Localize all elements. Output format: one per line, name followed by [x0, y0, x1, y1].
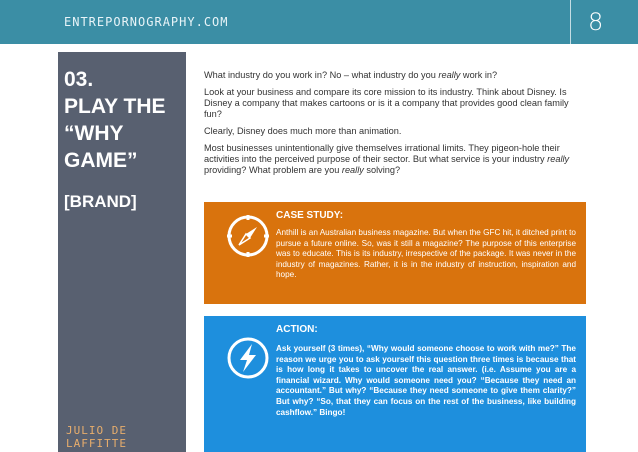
text-span: work in?	[460, 70, 498, 80]
title-line: PLAY THE	[64, 95, 166, 118]
action-text: Ask yourself (3 times), “Why would someone choose to work with me?” The reason we urge you to ask yourself this question three times is because that is how long it takes to uncover the real answer. (i.e. Assume you are a financial wizard. Why would someone need you? “Because they need an accountant.” But why? “Because they need someone to give them clarity?” But why? “So, that they can focus on the rest of the business, like building cashflow.” Bingo!	[276, 344, 576, 417]
text-span: providing? What problem are you	[204, 165, 342, 175]
body-text	[204, 70, 584, 182]
paragraph: Clearly, Disney does much more than animation.	[204, 126, 402, 136]
sidebar-panel	[58, 52, 186, 452]
title-line: “WHY	[64, 122, 124, 145]
author-name: JULIO DE LAFFITTE	[66, 424, 127, 450]
site-url[interactable]: ENTREPORNOGRAPHY.COM	[64, 15, 229, 29]
text-span: What industry do you work in? No – what industry do you	[204, 70, 439, 80]
case-study-text: Anthill is an Australian business magazine. But when the GFC hit, it ditched print to pursue a future online. So, was it still a magazine? The purpose of this enterprise was to educate. This is its industry, irrespective of the package. It was never in the industry of magazines. Rather, it is in the industry of instruction, inspiration and hope.	[276, 228, 576, 280]
action-box	[204, 316, 586, 452]
case-study-heading: CASE STUDY:	[276, 210, 344, 221]
title-line: 03.	[64, 68, 94, 91]
header-divider	[570, 0, 571, 44]
text-span: Most businesses unintentionally give themselves irrational limits. They pigeon-hole their activities into the perceived purpose of their sector. But what service is your industry	[204, 143, 560, 164]
emphasis: really	[341, 165, 364, 175]
lightning-icon	[226, 336, 270, 380]
compass-icon	[226, 214, 270, 258]
case-study-box	[204, 202, 586, 304]
paragraph	[204, 143, 584, 176]
page-number: 8	[588, 8, 604, 36]
paragraph: Look at your business and compare its core mission to its industry. Think about Disney. Is Disney a company that makes cartoons or is it a company that provides good clean family fun?	[204, 87, 569, 119]
section-title	[64, 66, 182, 174]
section-subtitle: [BRAND]	[64, 192, 137, 211]
action-heading: ACTION:	[276, 324, 318, 335]
header-bar	[0, 0, 638, 44]
text-span: solving?	[363, 165, 401, 175]
emphasis: really	[438, 70, 461, 80]
emphasis: really	[547, 154, 570, 164]
paragraph	[204, 70, 584, 81]
title-line: GAME”	[64, 149, 138, 172]
